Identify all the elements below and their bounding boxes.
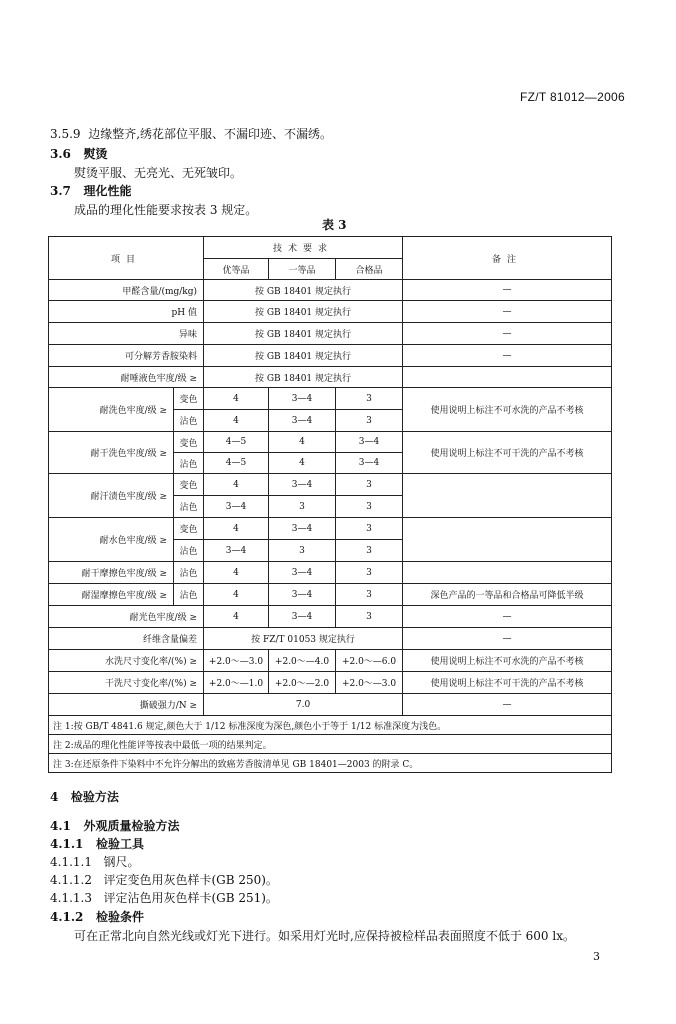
row-remark: — (403, 628, 612, 650)
table-row (49, 694, 612, 716)
row-item: 耐干摩擦色牢度/级 ≥ (49, 562, 174, 584)
row-item: 甲醛含量/(mg/kg) (49, 280, 204, 301)
row-remark (403, 518, 612, 562)
grade-qualified: +2.0～—3.0 (336, 672, 403, 694)
table-row (49, 584, 612, 606)
table-row (49, 606, 612, 628)
row-item: 耐光色牢度/级 ≥ (49, 606, 204, 628)
standard-number: FZ/T 81012—2006 (520, 90, 626, 104)
grade-first: 4 (269, 453, 336, 474)
row-remark: 使用说明上标注不可水洗的产品不考核 (403, 650, 612, 672)
grade-superior: 4—5 (204, 432, 269, 453)
grade-first: 3—4 (269, 606, 336, 628)
row-subitem: 沾色 (174, 410, 204, 432)
grade-first: +2.0～—4.0 (269, 650, 336, 672)
row-requirement: 按 GB 18401 规定执行 (204, 301, 403, 323)
row-requirement: 按 GB 18401 规定执行 (204, 280, 403, 301)
grade-superior: 4 (204, 518, 269, 540)
grade-qualified: 3 (336, 540, 403, 562)
clause-3-5-9: 3.5.9 边缘整齐,绣花部位平服、不漏印迹、不漏绣。 (50, 127, 333, 141)
grade-qualified: 3—4 (336, 453, 403, 474)
header-tech: 技术要求 (204, 237, 403, 259)
grade-qualified: 3 (336, 518, 403, 540)
grade-qualified: 3 (336, 496, 403, 518)
clause-4-1-1-heading: 4.1.1 检验工具 (50, 837, 144, 851)
clause-3-6-text: 熨烫平服、无亮光、无死皱印。 (74, 166, 243, 180)
row-item: 水洗尺寸变化率/(%) ≥ (49, 650, 204, 672)
grade-first: 3—4 (269, 474, 336, 496)
grade-qualified: 3 (336, 606, 403, 628)
grade-superior: 4 (204, 474, 269, 496)
grade-first: 3 (269, 540, 336, 562)
header-item: 项目 (49, 237, 204, 280)
row-requirement: 按 GB 18401 规定执行 (204, 345, 403, 367)
grade-first: +2.0～—2.0 (269, 672, 336, 694)
row-item: 耐汗渍色牢度/级 ≥ (49, 474, 174, 518)
row-item: 耐干洗色牢度/级 ≥ (49, 432, 174, 474)
row-item: 可分解芳香胺染料 (49, 345, 204, 367)
row-subitem: 沾色 (174, 584, 204, 606)
row-remark: 深色产品的一等品和合格品可降低半级 (403, 584, 612, 606)
row-item: pH 值 (49, 301, 204, 323)
table-row (49, 280, 612, 301)
row-item: 干洗尺寸变化率/(%) ≥ (49, 672, 204, 694)
row-item: 耐水色牢度/级 ≥ (49, 518, 174, 562)
table-row (49, 367, 612, 388)
clause-4-1-2-text: 可在正常北向自然光线或灯光下进行。如采用灯光时,应保持被检样品表面照度不低于 600 lx。 (74, 929, 575, 943)
grade-first: 3—4 (269, 518, 336, 540)
grade-superior: 4 (204, 606, 269, 628)
row-subitem: 变色 (174, 474, 204, 496)
grade-qualified: 3 (336, 584, 403, 606)
table-row (49, 518, 612, 540)
table-note (49, 754, 612, 773)
table-row (49, 323, 612, 345)
table-row (49, 301, 612, 323)
row-subitem: 沾色 (174, 453, 204, 474)
clause-4-1-heading: 4.1 外观质量检验方法 (50, 819, 180, 833)
grade-first: 3—4 (269, 388, 336, 410)
row-remark: 使用说明上标注不可干洗的产品不考核 (403, 432, 612, 474)
table-row (49, 432, 612, 453)
grade-superior: 4—5 (204, 453, 269, 474)
clause-4-1-1-3: 4.1.1.3 评定沾色用灰色样卡(GB 251)。 (50, 891, 278, 905)
grade-superior: 4 (204, 562, 269, 584)
row-remark: 使用说明上标注不可水洗的产品不考核 (403, 388, 612, 432)
grade-qualified: 3 (336, 562, 403, 584)
clause-3-7-heading: 3.7 理化性能 (50, 184, 132, 198)
grade-superior: +2.0～—1.0 (204, 672, 269, 694)
row-requirement: 按 GB 18401 规定执行 (204, 323, 403, 345)
grade-first: 3—4 (269, 562, 336, 584)
row-item: 耐洗色牢度/级 ≥ (49, 388, 174, 432)
table-row (49, 650, 612, 672)
header-remark: 备注 (403, 237, 612, 280)
note-2: 注 2:成品的理化性能评等按表中最低一项的结果判定。 (49, 735, 612, 754)
table-row (49, 345, 612, 367)
table-title: 表 3 (322, 218, 347, 232)
clause-4-heading: 4 检验方法 (50, 790, 119, 804)
row-item: 耐唾液色牢度/级 ≥ (49, 367, 204, 388)
row-requirement: 按 GB 18401 规定执行 (204, 367, 403, 388)
note-1: 注 1:按 GB/T 4841.6 规定,颜色大于 1/12 标准深度为深色,颜色小于等于 1/12 标准深度为浅色。 (49, 716, 612, 735)
grade-first: 3—4 (269, 584, 336, 606)
row-item: 异味 (49, 323, 204, 345)
row-remark (403, 562, 612, 584)
clause-3-7-text: 成品的理化性能要求按表 3 规定。 (74, 203, 258, 217)
row-remark (403, 474, 612, 518)
table-row (49, 628, 612, 650)
row-requirement: 7.0 (204, 694, 403, 716)
table-row (49, 562, 612, 584)
row-remark: — (403, 345, 612, 367)
row-remark: — (403, 301, 612, 323)
grade-first: 4 (269, 432, 336, 453)
row-item: 纤维含量偏差 (49, 628, 204, 650)
grade-qualified: 3 (336, 388, 403, 410)
header-qualified: 合格品 (336, 259, 403, 280)
row-subitem: 变色 (174, 432, 204, 453)
row-item: 耐湿摩擦色牢度/级 ≥ (49, 584, 174, 606)
grade-superior: 3—4 (204, 540, 269, 562)
grade-qualified: 3 (336, 474, 403, 496)
header-first: 一等品 (269, 259, 336, 280)
row-remark: — (403, 694, 612, 716)
grade-superior: +2.0～—3.0 (204, 650, 269, 672)
clause-4-1-1-2: 4.1.1.2 评定变色用灰色样卡(GB 250)。 (50, 873, 278, 887)
row-subitem: 沾色 (174, 496, 204, 518)
row-remark: 使用说明上标注不可干洗的产品不考核 (403, 672, 612, 694)
clause-4-1-1-1: 4.1.1.1 钢尺。 (50, 855, 140, 869)
table-row (49, 474, 612, 496)
grade-first: 3—4 (269, 410, 336, 432)
table-row (49, 388, 612, 410)
table-3 (48, 236, 612, 773)
grade-superior: 4 (204, 584, 269, 606)
grade-superior: 4 (204, 388, 269, 410)
grade-qualified: 3 (336, 410, 403, 432)
row-remark: — (403, 323, 612, 345)
row-subitem: 变色 (174, 518, 204, 540)
header-superior: 优等品 (204, 259, 269, 280)
grade-qualified: 3—4 (336, 432, 403, 453)
row-remark: — (403, 280, 612, 301)
row-remark: — (403, 606, 612, 628)
row-subitem: 沾色 (174, 562, 204, 584)
table-note (49, 735, 612, 754)
grade-first: 3 (269, 496, 336, 518)
clause-4-1-2-heading: 4.1.2 检验条件 (50, 910, 144, 924)
table-row (49, 672, 612, 694)
row-remark (403, 367, 612, 388)
grade-superior: 4 (204, 410, 269, 432)
row-subitem: 变色 (174, 388, 204, 410)
page-number: 3 (593, 950, 600, 963)
clause-3-6-heading: 3.6 熨烫 (50, 147, 108, 161)
row-item: 撕破强力/N ≥ (49, 694, 204, 716)
note-3: 注 3:在还原条件下染料中不允许分解出的致癌芳香胺清单见 GB 18401—2003 的附录 C。 (49, 754, 612, 773)
row-subitem: 沾色 (174, 540, 204, 562)
table-note (49, 716, 612, 735)
grade-superior: 3—4 (204, 496, 269, 518)
grade-qualified: +2.0～—6.0 (336, 650, 403, 672)
row-requirement: 按 FZ/T 01053 规定执行 (204, 628, 403, 650)
